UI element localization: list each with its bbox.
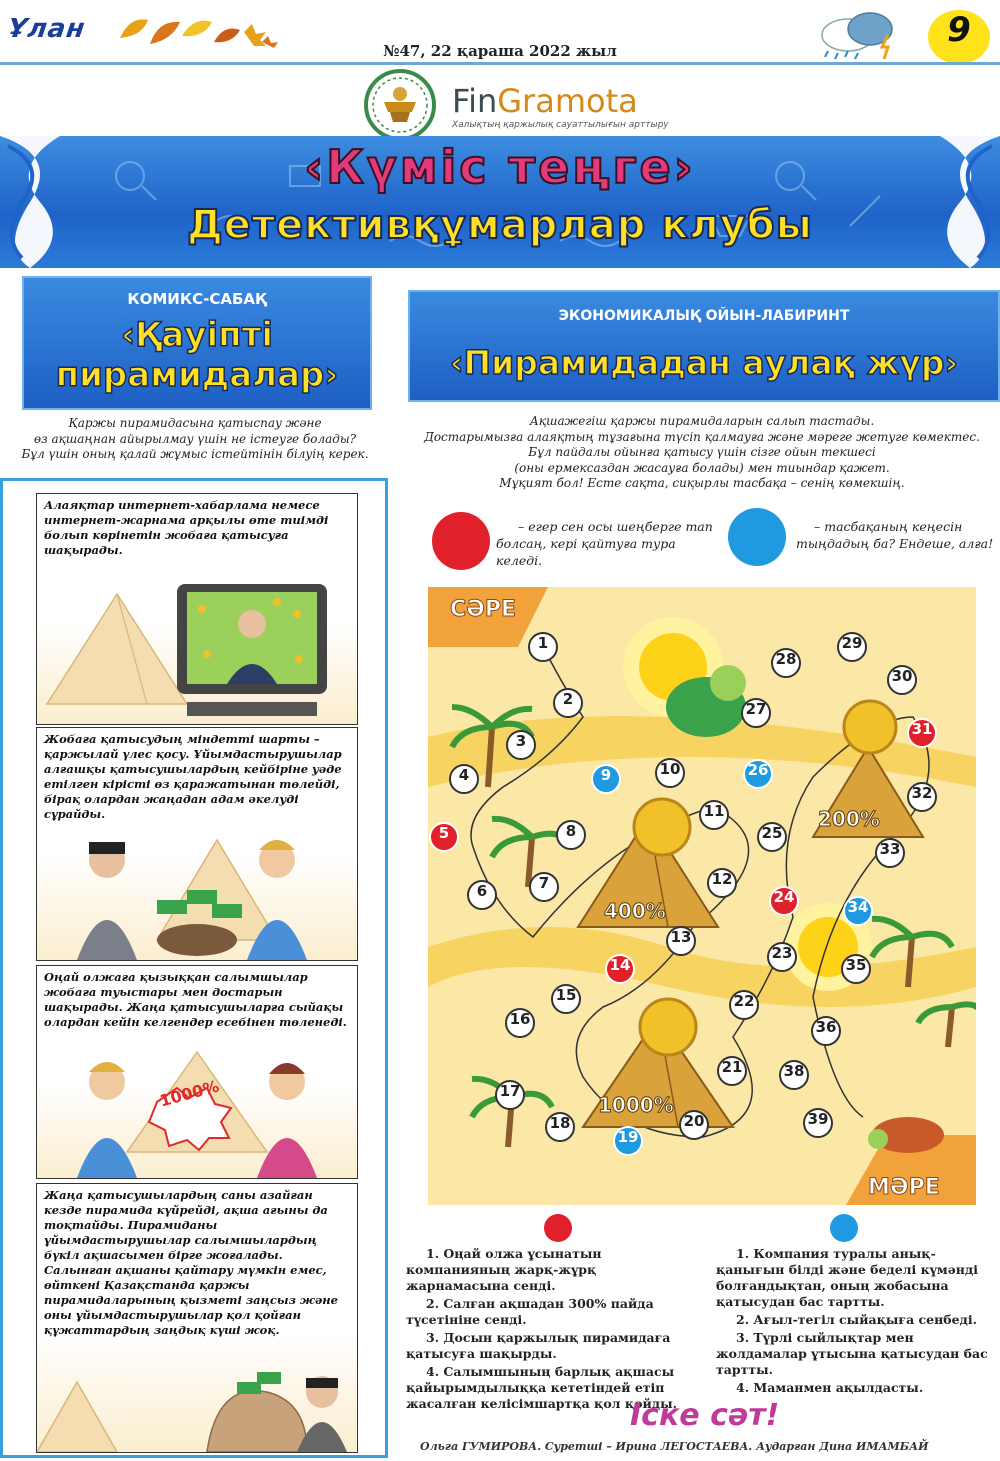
comic-title-line1: ‹Қауіпті [121, 315, 273, 355]
blue-circle-legend [728, 508, 786, 566]
thief-illustration [37, 1342, 357, 1452]
issue-date: №47, 22 қараша 2022 жыл [383, 42, 617, 60]
pyramid-percent-label: 200% [818, 807, 880, 831]
main-banner [0, 136, 1000, 268]
list-number: 3. [736, 1330, 750, 1345]
list-text: Досын қаржылық пирамидаға қатысуға шақырды. [406, 1330, 671, 1361]
board-cell-36: 36 [811, 1016, 841, 1046]
list-text: Маманмен ақылдасты. [749, 1380, 924, 1395]
red-circle-legend [432, 512, 490, 570]
board-cell-23: 23 [767, 942, 797, 972]
blue-legend-line: тыңдадың ба? Ендеше, алға! [796, 536, 994, 551]
game-intro-line: Достарымызға алаяқтың тұзағына түсіп қалмауға және мәреге жетуге көмектес. [424, 429, 980, 444]
board-cell-8: 8 [556, 820, 586, 850]
board-cell-29: 29 [837, 632, 867, 662]
board-cell-7: 7 [529, 872, 559, 902]
board-cell-34: 34 [843, 896, 873, 926]
comic-kicker: КОМИКС-САБАҚ [127, 290, 267, 308]
list-item [406, 1296, 692, 1328]
finish-label: МӘРЕ [868, 1175, 940, 1200]
red-legend-line: – егер сен осы шеңберге тап [518, 519, 713, 534]
game-title: ‹Пирамидадан аулақ жүр› [449, 343, 959, 382]
red-legend-text [496, 518, 716, 569]
board-cell-26: 26 [743, 759, 773, 789]
banner-subtitle: Детективқұмарлар клубы [187, 202, 813, 248]
board-cell-22: 22 [729, 990, 759, 1020]
list-item [406, 1330, 692, 1362]
board-cell-32: 32 [907, 782, 937, 812]
board-cell-38: 38 [779, 1060, 809, 1090]
list-text: Салған ақшадан 300% пайда түсетініне сенді. [406, 1296, 654, 1327]
board-cell-18: 18 [545, 1112, 575, 1142]
board-cell-35: 35 [841, 954, 871, 984]
board-cell-13: 13 [666, 926, 696, 956]
game-intro-line: (оны ермексаздан жасауға болады) мен тиындар қажет. [514, 460, 890, 475]
header-divider [0, 62, 1000, 65]
list-text: Түрлі сыйлықтар мен жолдамалар ұтысына қатысудан бас тартты. [716, 1330, 988, 1377]
pyramid-percent-label: 1000% [598, 1093, 674, 1117]
list-number: 1. [736, 1246, 750, 1261]
panel-text: Жаңа қатысушылардың саны азайған кезде пирамида күйрейді, ақша ағыны да тоқтайды. Пирамиданы ұйымдастырушылар салымшылардың бүкіл ақшасымен бірге жоғалады. Салынған ақшаны қайтару мүмкін емес, өйткені Қазақстанда қаржы пирамидаларының қызметі заңсыз және оны ұйымдастырушылар қол қойған құжаттардың заңдық күші жоқ. [44, 1188, 338, 1337]
comic-intro-line: өз ақшаңнан айырылмау үшін не істеуге болады? [33, 431, 357, 446]
red-list-marker [544, 1214, 572, 1242]
blue-legend-line: – тасбақаның кеңесін [814, 519, 963, 534]
credits: Ольга ГУМИРОВА. Суретші – Ирина ЛЕГОСТАЕВА. Аударған Дина ИМАМБАЙ [420, 1440, 929, 1453]
board-cell-15: 15 [551, 984, 581, 1014]
game-intro-line: Мұқият бол! Есте сақта, сиқырлы тасбақа – сенің көмекшің. [499, 476, 905, 490]
list-number: 4. [426, 1364, 440, 1379]
list-text: Салымшының барлық ақшасы қайырымдылыққа кететіндей етіп жасалған келісімшартқа қол қойды. [406, 1364, 677, 1411]
fingramota-title-fin: Fin [452, 82, 498, 120]
list-text: Компания туралы анық-қанығын білді және беделі күмәнді болғандықтан, оның жобасына қатысудан бас тартты. [716, 1246, 978, 1309]
board-cell-1: 1 [528, 632, 558, 662]
list-item [716, 1312, 996, 1328]
fingramota-subtitle: Халықтың қаржылық сауаттылығын арттыру [452, 120, 669, 130]
blue-list-marker [830, 1214, 858, 1242]
board-cell-12: 12 [707, 868, 737, 898]
board-cell-11: 11 [699, 800, 729, 830]
board-cell-21: 21 [717, 1056, 747, 1086]
game-board [428, 587, 976, 1205]
page-number: 9 [928, 10, 990, 64]
comic-intro-line: Қаржы пирамидасына қатыспау және [68, 416, 322, 430]
game-intro [408, 414, 996, 492]
game-intro-line: Ақшажегіш қаржы пирамидаларын салып тастады. [529, 414, 875, 428]
list-item [716, 1380, 996, 1396]
board-cell-6: 6 [467, 880, 497, 910]
comic-intro-line: Бұл үшін оның қалай жұмыс істейтінін білуің керек. [21, 447, 369, 461]
start-label: СӘРЕ [450, 597, 516, 622]
board-cell-25: 25 [757, 822, 787, 852]
list-number: 3. [426, 1330, 440, 1345]
blue-outcome-list [716, 1246, 996, 1398]
comic-panel-4 [36, 1183, 358, 1453]
list-text: Оңай олжа ұсынатын компанияның жарқ-жұрқ жарнамасына сенді. [406, 1246, 602, 1293]
game-kicker: ЭКОНОМИКАЛЫҚ ОЙЫН-ЛАБИРИНТ [558, 308, 850, 324]
fingramota-title [452, 82, 638, 120]
weather-cloud-icon [808, 5, 908, 65]
comic-panel-3 [36, 965, 358, 1179]
board-cell-17: 17 [495, 1080, 525, 1110]
panel-text: Алаяқтар интернет-хабарлама немесе интернет-жарнама арқылы өте тиімді болып көрінетін жобаға қатысуға шақырады. [44, 498, 329, 557]
board-cell-3: 3 [506, 730, 536, 760]
list-number: 2. [736, 1312, 750, 1327]
board-cell-2: 2 [553, 688, 583, 718]
pyramid-percent-label: 400% [604, 899, 666, 923]
red-outcome-list [406, 1246, 692, 1414]
board-cell-39: 39 [803, 1108, 833, 1138]
comic-frame [0, 478, 388, 1458]
banner-title: ‹Күміс теңге› [304, 140, 696, 194]
board-cell-9: 9 [591, 764, 621, 794]
list-item [716, 1330, 996, 1378]
panel-text: Оңай олжаға қызыққан салымшылар жобаға туыстары мен достарын шақырады. Жаңа қатысушыларға сыйақы олардан кейін келгендер есебінен төленеді. [44, 970, 347, 1029]
slogan: Іске сәт! [630, 1398, 780, 1433]
game-intro-line: Бұл пайдалы ойынға қатысу үшін сізге ойын текшесі [528, 445, 876, 459]
board-cell-5: 5 [429, 822, 459, 852]
1000-percent-badge: 1000% [157, 1076, 221, 1111]
comic-panel-2 [36, 727, 358, 961]
board-cell-20: 20 [679, 1110, 709, 1140]
board-cell-19: 19 [613, 1126, 643, 1156]
list-number: 1. [426, 1246, 440, 1261]
board-cell-28: 28 [771, 648, 801, 678]
panel-text: Жобаға қатысудың міндетті шарты – қаржылай үлес қосу. Ұйымдастырушылар алғашқы қатысушылардың кейбіріне уәде етілген кірісті өз қаражатынан төлейді, бірақ олардан жаңадан адам әкелуді сұрайды. [44, 732, 342, 821]
board-cell-10: 10 [655, 758, 685, 788]
game-section-header [408, 290, 1000, 402]
comic-title-line2: пирамидалар› [55, 355, 339, 395]
board-cell-30: 30 [887, 665, 917, 695]
board-cell-33: 33 [875, 838, 905, 868]
board-cell-31: 31 [907, 718, 937, 748]
handshake-money-illustration [37, 820, 357, 960]
list-text: Ағыл-тегіл сыйақыға сенбеді. [749, 1312, 977, 1327]
comic-panel-1 [36, 493, 358, 725]
list-number: 2. [426, 1296, 440, 1311]
list-number: 4. [736, 1380, 750, 1395]
board-cell-27: 27 [741, 698, 771, 728]
fingramota-title-gramota: Gramota [497, 82, 638, 120]
board-cell-24: 24 [769, 886, 799, 916]
comic-intro [10, 416, 380, 463]
board-cell-4: 4 [449, 764, 479, 794]
list-item [716, 1246, 996, 1310]
comic-section-header [22, 276, 372, 410]
pyramid-monitor-illustration [37, 574, 357, 724]
list-item [406, 1246, 692, 1294]
1000-percent-illustration [37, 1042, 357, 1178]
newspaper-logo: Ұлан [5, 14, 88, 44]
red-legend-line: болсаң, кері қайтуға тура келеді. [496, 536, 676, 568]
board-cell-14: 14 [605, 954, 635, 984]
blue-legend-text [796, 518, 996, 552]
board-cell-16: 16 [505, 1008, 535, 1038]
fingramota-emblem-icon [360, 66, 440, 144]
